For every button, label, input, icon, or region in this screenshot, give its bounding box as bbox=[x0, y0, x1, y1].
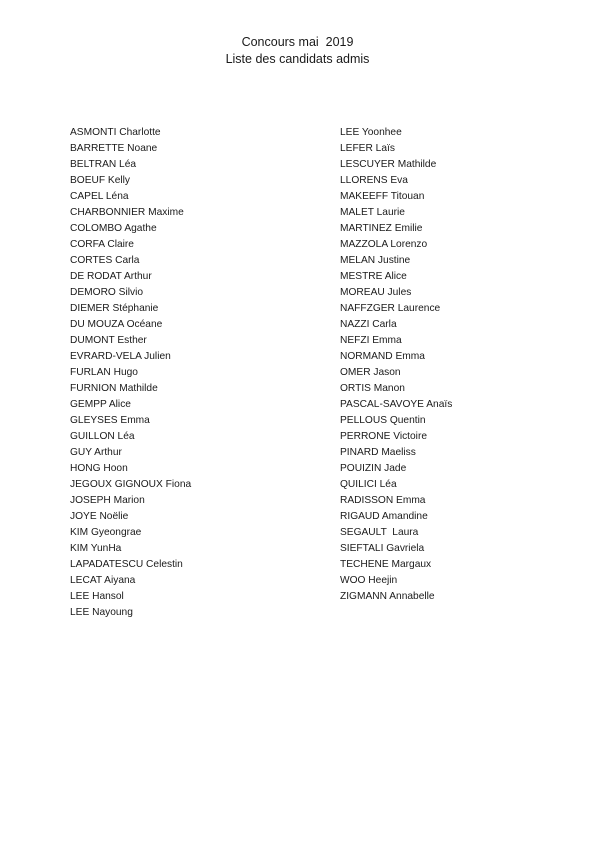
candidate-name: ASMONTI Charlotte bbox=[70, 127, 161, 138]
candidate-name: SIEFTALI Gavriela bbox=[340, 543, 425, 554]
candidate-name: SEGAULT Laura bbox=[340, 527, 419, 538]
candidate-name: MAZZOLA Lorenzo bbox=[340, 239, 428, 250]
candidate-name: COLOMBO Agathe bbox=[70, 223, 157, 234]
candidate-name: NEFZI Emma bbox=[340, 335, 402, 346]
candidate-name: LECAT Aiyana bbox=[70, 575, 136, 586]
candidate-name: NAZZI Carla bbox=[340, 319, 397, 330]
candidates-column-left bbox=[70, 125, 191, 621]
candidate-name: POUIZIN Jade bbox=[340, 463, 407, 474]
candidate-name: LAPADATESCU Celestin bbox=[70, 559, 183, 570]
candidate-name: LEFER Laïs bbox=[340, 143, 395, 154]
candidate-name: DU MOUZA Océane bbox=[70, 319, 163, 330]
candidate-name: RADISSON Emma bbox=[340, 495, 426, 506]
candidate-name: CORTES Carla bbox=[70, 255, 140, 266]
candidate-name: HONG Hoon bbox=[70, 463, 128, 474]
candidate-name: PASCAL-SAVOYE Anaïs bbox=[340, 399, 453, 410]
candidate-name: GEMPP Alice bbox=[70, 399, 131, 410]
candidate-name: BARRETTE Noane bbox=[70, 143, 158, 154]
candidate-name: QUILICI Léa bbox=[340, 479, 397, 490]
candidates-column-right bbox=[340, 125, 452, 605]
candidate-name: ZIGMANN Annabelle bbox=[340, 591, 435, 602]
candidate-name: CAPEL Léna bbox=[70, 191, 129, 202]
list-title: Liste des candidats admis bbox=[225, 52, 370, 66]
candidate-name: DIEMER Stéphanie bbox=[70, 303, 159, 314]
candidate-name: DUMONT Esther bbox=[70, 335, 147, 346]
candidate-name: KIM Gyeongrae bbox=[70, 527, 142, 538]
candidate-name: BELTRAN Léa bbox=[70, 159, 137, 170]
candidate-name: EVRARD-VELA Julien bbox=[70, 351, 171, 362]
candidate-name: LEE Nayoung bbox=[70, 607, 133, 618]
candidate-name: MALET Laurie bbox=[340, 207, 405, 218]
candidate-name: JOYE Noëlie bbox=[70, 511, 129, 522]
candidate-name: JOSEPH Marion bbox=[70, 495, 145, 506]
candidate-name: CORFA Claire bbox=[70, 239, 134, 250]
candidate-name: JEGOUX GIGNOUX Fiona bbox=[70, 479, 192, 490]
candidate-name: FURNION Mathilde bbox=[70, 383, 158, 394]
candidate-name: PERRONE Victoire bbox=[340, 431, 427, 442]
candidate-name: OMER Jason bbox=[340, 367, 401, 378]
candidate-name: FURLAN Hugo bbox=[70, 367, 138, 378]
candidate-name: RIGAUD Amandine bbox=[340, 511, 428, 522]
candidate-name: LEE Yoonhee bbox=[340, 127, 402, 138]
candidate-name: NAFFZGER Laurence bbox=[340, 303, 441, 314]
candidate-name: LLORENS Eva bbox=[340, 175, 408, 186]
candidate-name: DE RODAT Arthur bbox=[70, 271, 152, 282]
candidate-name: BOEUF Kelly bbox=[70, 175, 131, 186]
candidate-name: TECHENE Margaux bbox=[340, 559, 432, 570]
candidate-name: GUY Arthur bbox=[70, 447, 122, 458]
candidate-name: PINARD Maeliss bbox=[340, 447, 416, 458]
candidate-name: KIM YunHa bbox=[70, 543, 122, 554]
candidate-name: LEE Hansol bbox=[70, 591, 124, 602]
candidate-name: LESCUYER Mathilde bbox=[340, 159, 437, 170]
document-header bbox=[0, 34, 595, 68]
candidate-name: NORMAND Emma bbox=[340, 351, 425, 362]
exam-title: Concours mai 2019 bbox=[241, 35, 354, 49]
candidate-name: ORTIS Manon bbox=[340, 383, 405, 394]
candidate-name: MESTRE Alice bbox=[340, 271, 407, 282]
candidate-name: WOO Heejin bbox=[340, 575, 398, 586]
candidate-name: MOREAU Jules bbox=[340, 287, 412, 298]
candidate-name: CHARBONNIER Maxime bbox=[70, 207, 184, 218]
candidate-name: PELLOUS Quentin bbox=[340, 415, 426, 426]
candidate-name: MARTINEZ Emilie bbox=[340, 223, 423, 234]
candidate-name: MELAN Justine bbox=[340, 255, 411, 266]
candidate-name: GUILLON Léa bbox=[70, 431, 135, 442]
candidate-name: DEMORO Silvio bbox=[70, 287, 144, 298]
candidate-name: MAKEEFF Titouan bbox=[340, 191, 425, 202]
candidate-name: GLEYSES Emma bbox=[70, 415, 150, 426]
